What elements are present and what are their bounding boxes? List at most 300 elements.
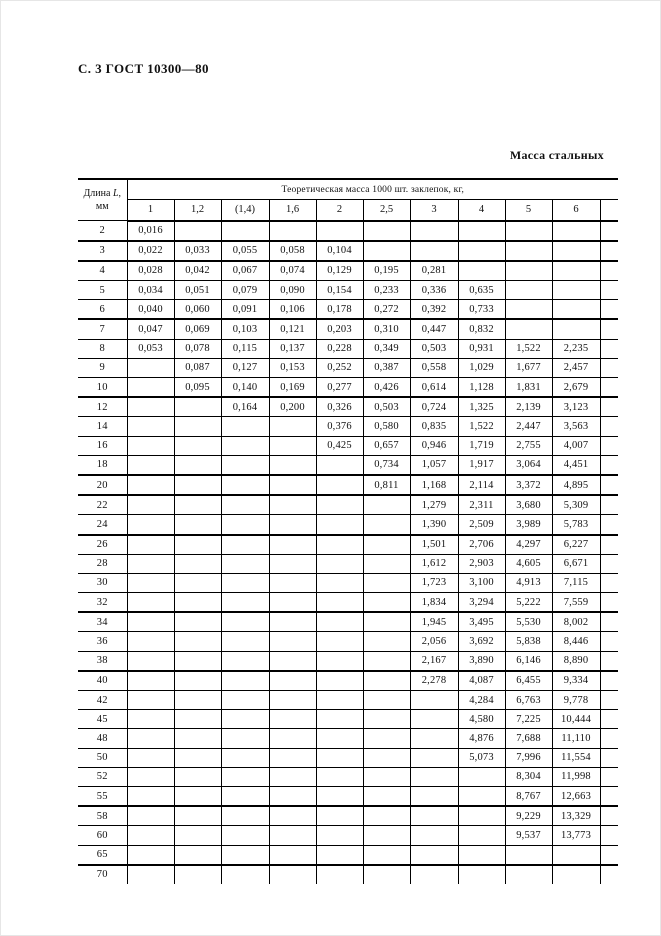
mass-cell	[410, 786, 458, 806]
mass-cell	[552, 261, 600, 281]
mass-cell: 0,069	[174, 319, 221, 339]
mass-cell	[174, 593, 221, 613]
length-cell: 65	[78, 845, 127, 865]
table-row	[78, 358, 618, 377]
mass-cell	[552, 319, 600, 339]
mass-cell	[410, 221, 458, 241]
mass-cell	[269, 417, 316, 436]
mass-cell: 8,002	[552, 612, 600, 632]
mass-cell	[174, 806, 221, 826]
mass-cell	[174, 632, 221, 651]
length-cell: 18	[78, 455, 127, 475]
mass-cell	[174, 748, 221, 767]
mass-cell	[127, 535, 174, 555]
mass-cell: 3,989	[505, 515, 552, 535]
length-cell: 34	[78, 612, 127, 632]
mass-cell: 0,734	[363, 455, 410, 475]
length-cell: 58	[78, 806, 127, 826]
mass-cell	[174, 767, 221, 786]
mass-cell	[505, 261, 552, 281]
mass-cell	[127, 651, 174, 671]
mass-cell	[127, 729, 174, 748]
mass-cell: 2,114	[458, 475, 505, 495]
mass-cell: 0,055	[221, 241, 269, 261]
mass-cell: 0,095	[174, 378, 221, 398]
mass-cell: 0,733	[458, 300, 505, 320]
mass-cell: 3,123	[552, 397, 600, 417]
table-row	[78, 535, 618, 555]
mass-cell	[174, 475, 221, 495]
table-caption: Масса стальных	[509, 148, 604, 162]
mass-cell	[552, 241, 600, 261]
cut-off-cell	[600, 281, 618, 300]
mass-cell	[221, 710, 269, 729]
mass-cell	[410, 748, 458, 767]
length-cell: 20	[78, 475, 127, 495]
mass-cell	[127, 632, 174, 651]
mass-cell	[505, 281, 552, 300]
mass-cell: 0,635	[458, 281, 505, 300]
length-header-line1: Длина L,	[83, 188, 121, 199]
mass-cell	[174, 573, 221, 592]
mass-cell	[363, 612, 410, 632]
cut-off-cell	[600, 710, 618, 729]
mass-cell: 0,140	[221, 378, 269, 398]
mass-cell: 0,392	[410, 300, 458, 320]
mass-cell	[363, 515, 410, 535]
cut-off-column-header	[600, 200, 618, 221]
mass-cell: 3,692	[458, 632, 505, 651]
mass-cell	[363, 767, 410, 786]
mass-cell	[316, 221, 363, 241]
length-cell: 7	[78, 319, 127, 339]
mass-cell: 0,103	[221, 319, 269, 339]
mass-cell	[505, 865, 552, 884]
mass-cell: 3,495	[458, 612, 505, 632]
mass-cell: 2,278	[410, 671, 458, 691]
mass-cell	[316, 710, 363, 729]
mass-cell: 5,838	[505, 632, 552, 651]
mass-cell	[269, 671, 316, 691]
mass-cell	[127, 691, 174, 710]
mass-cell: 0,074	[269, 261, 316, 281]
table-row	[78, 748, 618, 767]
mass-cell	[269, 632, 316, 651]
mass-cell: 11,998	[552, 767, 600, 786]
mass-cell: 0,252	[316, 358, 363, 377]
mass-cell: 8,304	[505, 767, 552, 786]
mass-cell: 2,755	[505, 436, 552, 455]
length-cell: 26	[78, 535, 127, 555]
length-cell: 48	[78, 729, 127, 748]
mass-cell: 6,227	[552, 535, 600, 555]
mass-cell	[316, 535, 363, 555]
mass-cell	[221, 786, 269, 806]
mass-cell: 0,137	[269, 339, 316, 358]
mass-cell	[269, 436, 316, 455]
mass-cell: 4,580	[458, 710, 505, 729]
mass-cell: 0,195	[363, 261, 410, 281]
mass-cell	[552, 281, 600, 300]
mass-cell	[410, 710, 458, 729]
mass-cell	[269, 691, 316, 710]
mass-cell: 0,310	[363, 319, 410, 339]
mass-cell	[127, 573, 174, 592]
mass-cell	[269, 767, 316, 786]
cut-off-cell	[600, 358, 618, 377]
mass-cell: 1,917	[458, 455, 505, 475]
mass-cell	[127, 806, 174, 826]
mass-cell: 0,426	[363, 378, 410, 398]
mass-cell	[174, 865, 221, 884]
mass-cell	[174, 495, 221, 515]
mass-cell	[127, 826, 174, 845]
length-cell: 52	[78, 767, 127, 786]
mass-cell	[174, 786, 221, 806]
mass-cell: 0,835	[410, 417, 458, 436]
mass-cell: 7,225	[505, 710, 552, 729]
length-variable: L	[112, 188, 119, 199]
mass-cell	[363, 593, 410, 613]
mass-cell: 0,832	[458, 319, 505, 339]
cut-off-cell	[600, 554, 618, 573]
mass-cell: 6,146	[505, 651, 552, 671]
length-cell: 8	[78, 339, 127, 358]
mass-cell	[174, 826, 221, 845]
mass-cell: 1,168	[410, 475, 458, 495]
cut-off-cell	[600, 455, 618, 475]
length-cell: 28	[78, 554, 127, 573]
mass-cell: 1,831	[505, 378, 552, 398]
cut-off-cell	[600, 515, 618, 535]
mass-cell	[174, 221, 221, 241]
mass-cell	[458, 826, 505, 845]
mass-cell: 1,128	[458, 378, 505, 398]
mass-cell: 0,121	[269, 319, 316, 339]
mass-cell	[316, 632, 363, 651]
mass-cell: 0,033	[174, 241, 221, 261]
length-cell: 32	[78, 593, 127, 613]
length-cell: 3	[78, 241, 127, 261]
length-cell: 22	[78, 495, 127, 515]
mass-cell: 0,503	[363, 397, 410, 417]
table-row	[78, 319, 618, 339]
mass-cell: 3,890	[458, 651, 505, 671]
length-cell: 50	[78, 748, 127, 767]
mass-cell	[410, 826, 458, 845]
table-row	[78, 806, 618, 826]
mass-cell	[221, 612, 269, 632]
cut-off-cell	[600, 221, 618, 241]
cut-off-cell	[600, 495, 618, 515]
mass-cell: 5,073	[458, 748, 505, 767]
table-row	[78, 495, 618, 515]
mass-cell: 0,614	[410, 378, 458, 398]
mass-cell: 0,153	[269, 358, 316, 377]
diameter-header: (1,4)	[221, 200, 269, 221]
mass-cell	[363, 632, 410, 651]
mass-cell	[174, 535, 221, 555]
mass-cell	[221, 573, 269, 592]
mass-cell	[363, 535, 410, 555]
mass-cell	[316, 729, 363, 748]
mass-cell: 13,773	[552, 826, 600, 845]
mass-cell: 0,178	[316, 300, 363, 320]
length-cell: 24	[78, 515, 127, 535]
table-row	[78, 632, 618, 651]
mass-cell: 0,087	[174, 358, 221, 377]
mass-cell	[127, 436, 174, 455]
mass-cell	[221, 495, 269, 515]
mass-cell	[410, 845, 458, 865]
mass-cell: 11,110	[552, 729, 600, 748]
mass-cell	[127, 397, 174, 417]
mass-cell	[269, 651, 316, 671]
mass-cell: 1,029	[458, 358, 505, 377]
mass-cell	[363, 710, 410, 729]
diameter-header: 2	[316, 200, 363, 221]
length-header-unit: мм	[95, 201, 109, 212]
mass-cell: 8,446	[552, 632, 600, 651]
mass-cell	[458, 845, 505, 865]
length-cell: 55	[78, 786, 127, 806]
mass-cell	[458, 767, 505, 786]
mass-cell	[316, 573, 363, 592]
table-row	[78, 475, 618, 495]
table-row	[78, 300, 618, 320]
mass-cell: 0,047	[127, 319, 174, 339]
table-row	[78, 845, 618, 865]
mass-cell: 9,229	[505, 806, 552, 826]
mass-cell	[221, 632, 269, 651]
cut-off-cell	[600, 475, 618, 495]
mass-cell: 4,284	[458, 691, 505, 710]
mass-cell: 4,605	[505, 554, 552, 573]
mass-cell: 0,811	[363, 475, 410, 495]
mass-cell	[221, 515, 269, 535]
mass-cell: 0,028	[127, 261, 174, 281]
cut-off-cell	[600, 865, 618, 884]
mass-cell	[316, 651, 363, 671]
length-cell: 12	[78, 397, 127, 417]
mass-cell	[363, 806, 410, 826]
diameter-header: 6	[552, 200, 600, 221]
mass-cell	[552, 300, 600, 320]
mass-cell: 1,501	[410, 535, 458, 555]
mass-cell: 0,034	[127, 281, 174, 300]
mass-cell	[221, 455, 269, 475]
mass-cell	[127, 671, 174, 691]
table-row	[78, 593, 618, 613]
mass-cell: 8,890	[552, 651, 600, 671]
diameter-header: 1,6	[269, 200, 316, 221]
cut-off-cell	[600, 845, 618, 865]
table-row	[78, 436, 618, 455]
mass-cell: 0,058	[269, 241, 316, 261]
diameter-header: 3	[410, 200, 458, 221]
mass-cell	[363, 573, 410, 592]
mass-cell	[363, 826, 410, 845]
mass-cell: 8,767	[505, 786, 552, 806]
mass-cell	[174, 710, 221, 729]
table-row	[78, 241, 618, 261]
mass-cell: 5,530	[505, 612, 552, 632]
mass-cell: 0,078	[174, 339, 221, 358]
length-cell: 40	[78, 671, 127, 691]
mass-cell	[458, 806, 505, 826]
mass-cell	[174, 612, 221, 632]
mass-cell: 0,447	[410, 319, 458, 339]
mass-cell: 6,763	[505, 691, 552, 710]
mass-cell	[316, 455, 363, 475]
mass-cell	[127, 417, 174, 436]
cut-off-cell	[600, 535, 618, 555]
mass-cell: 0,067	[221, 261, 269, 281]
table-row	[78, 339, 618, 358]
length-cell: 9	[78, 358, 127, 377]
mass-cell	[410, 767, 458, 786]
mass-cell: 3,680	[505, 495, 552, 515]
table-row	[78, 554, 618, 573]
mass-cell: 3,064	[505, 455, 552, 475]
mass-cell	[269, 748, 316, 767]
mass-cell: 1,834	[410, 593, 458, 613]
mass-cell: 0,558	[410, 358, 458, 377]
mass-cell	[221, 671, 269, 691]
mass-cell	[316, 612, 363, 632]
table-row	[78, 729, 618, 748]
mass-cell: 5,783	[552, 515, 600, 535]
mass-cell	[363, 845, 410, 865]
mass-cell: 0,281	[410, 261, 458, 281]
cut-off-cell	[600, 573, 618, 592]
length-cell: 6	[78, 300, 127, 320]
mass-cell: 1,522	[505, 339, 552, 358]
cut-off-cell	[600, 261, 618, 281]
mass-cell	[316, 691, 363, 710]
mass-cell: 1,612	[410, 554, 458, 573]
mass-cell: 4,451	[552, 455, 600, 475]
mass-cell	[316, 495, 363, 515]
mass-cell: 0,154	[316, 281, 363, 300]
mass-cell	[127, 495, 174, 515]
mass-cell: 4,087	[458, 671, 505, 691]
mass-cell: 0,016	[127, 221, 174, 241]
length-cell: 14	[78, 417, 127, 436]
mass-cell: 1,057	[410, 455, 458, 475]
mass-cell	[269, 535, 316, 555]
mass-cell: 3,372	[505, 475, 552, 495]
mass-cell	[269, 845, 316, 865]
cut-off-cell	[600, 593, 618, 613]
cut-off-cell	[600, 397, 618, 417]
mass-cell	[221, 767, 269, 786]
length-column-header	[78, 179, 127, 221]
mass-cell	[363, 554, 410, 573]
mass-cell: 1,945	[410, 612, 458, 632]
mass-cell	[316, 865, 363, 884]
mass-cell: 1,279	[410, 495, 458, 515]
mass-cell: 0,425	[316, 436, 363, 455]
mass-cell: 0,503	[410, 339, 458, 358]
mass-cell: 0,115	[221, 339, 269, 358]
mass-cell: 1,390	[410, 515, 458, 535]
mass-column-header: Теоретическая масса 1000 шт. заклепок, кг,	[127, 179, 618, 200]
mass-cell	[269, 515, 316, 535]
length-cell: 5	[78, 281, 127, 300]
cut-off-cell	[600, 691, 618, 710]
mass-cell	[174, 455, 221, 475]
mass-cell	[174, 691, 221, 710]
mass-cell	[269, 786, 316, 806]
mass-cell: 4,876	[458, 729, 505, 748]
mass-cell	[127, 786, 174, 806]
mass-cell	[127, 593, 174, 613]
mass-cell	[316, 786, 363, 806]
mass-cell: 6,671	[552, 554, 600, 573]
mass-cell	[363, 865, 410, 884]
mass-cell: 5,222	[505, 593, 552, 613]
mass-cell: 1,677	[505, 358, 552, 377]
mass-cell	[221, 691, 269, 710]
mass-cell: 10,444	[552, 710, 600, 729]
mass-cell	[221, 806, 269, 826]
mass-cell	[363, 221, 410, 241]
mass-cell: 2,139	[505, 397, 552, 417]
mass-cell	[458, 865, 505, 884]
cut-off-cell	[600, 319, 618, 339]
mass-cell	[127, 475, 174, 495]
table-row	[78, 651, 618, 671]
mass-cell	[127, 358, 174, 377]
table-row	[78, 281, 618, 300]
table-row	[78, 261, 618, 281]
cut-off-cell	[600, 417, 618, 436]
mass-cell: 2,167	[410, 651, 458, 671]
mass-cell	[458, 241, 505, 261]
mass-cell: 2,056	[410, 632, 458, 651]
mass-cell	[363, 748, 410, 767]
mass-cell: 7,688	[505, 729, 552, 748]
mass-cell	[174, 671, 221, 691]
diameter-header: 4	[458, 200, 505, 221]
mass-cell: 2,706	[458, 535, 505, 555]
mass-cell: 0,164	[221, 397, 269, 417]
mass-cell: 9,334	[552, 671, 600, 691]
mass-cell: 2,679	[552, 378, 600, 398]
mass-cell: 0,946	[410, 436, 458, 455]
mass-cell	[127, 748, 174, 767]
mass-cell: 0,051	[174, 281, 221, 300]
table-row	[78, 865, 618, 884]
mass-cell: 7,996	[505, 748, 552, 767]
mass-cell: 0,040	[127, 300, 174, 320]
mass-cell	[410, 729, 458, 748]
mass-cell: 2,457	[552, 358, 600, 377]
mass-cell: 4,913	[505, 573, 552, 592]
mass-cell: 0,091	[221, 300, 269, 320]
cut-off-cell	[600, 300, 618, 320]
mass-cell	[127, 455, 174, 475]
mass-cell: 13,329	[552, 806, 600, 826]
length-cell: 70	[78, 865, 127, 884]
mass-cell: 6,455	[505, 671, 552, 691]
mass-cell	[269, 593, 316, 613]
mass-cell: 0,079	[221, 281, 269, 300]
cut-off-cell	[600, 436, 618, 455]
mass-cell	[269, 865, 316, 884]
mass-cell	[410, 865, 458, 884]
